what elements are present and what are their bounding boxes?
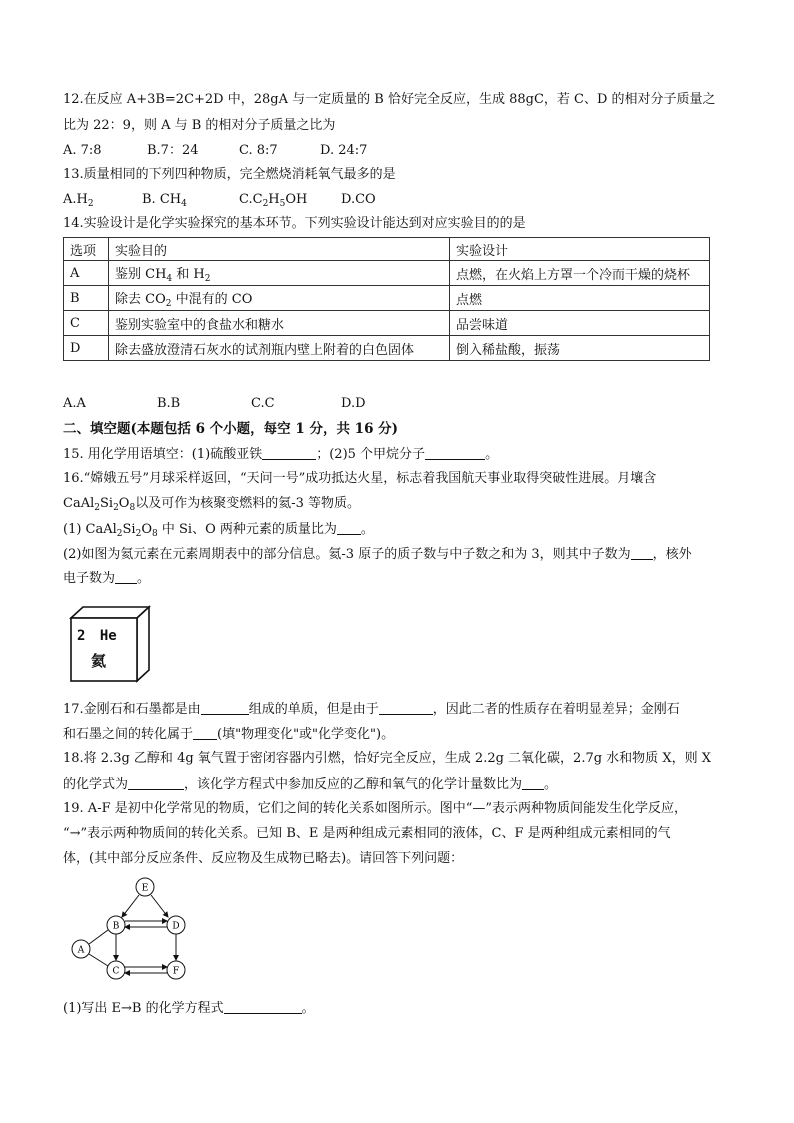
answer-blank[interactable] xyxy=(262,446,316,460)
q12-option-a: A. 7:8 xyxy=(63,143,102,158)
q12-option-d: D. 24:7 xyxy=(320,143,368,158)
table-row xyxy=(64,261,710,286)
q12-line1: 12.在反应 A+3B=2C+2D 中，28gA 与一定质量的 B 恰好完全反应，生成 88gC，若 C、D 的相对分子质量之 xyxy=(63,92,716,107)
q16-sub2-line2: 电子数为 。 xyxy=(63,571,151,586)
q19-line1: 19. A-F 是初中化学常见的物质，它们之间的转化关系如图所示。图中“—”表示两种物质间能发生化学反应， xyxy=(63,801,688,816)
q12-line2: 比为 22：9，则 A 与 B 的相对分子质量之比为 xyxy=(63,118,336,133)
svg-text:B: B xyxy=(112,921,120,932)
table-header-purpose: 实验目的 xyxy=(109,238,450,261)
q19-line3: 体，(其中部分反应条件、反应物及生成物已略去)。请回答下列问题： xyxy=(63,851,464,866)
table-cell-design: 点燃 xyxy=(450,286,710,311)
table-cell-option: B xyxy=(64,286,109,311)
table-header-design: 实验设计 xyxy=(450,238,710,261)
table-cell-purpose: 鉴别 $CH_4$ 和 $H_2$ xyxy=(109,261,450,286)
table-cell-purpose: 鉴别实验室中的食盐水和糖水 xyxy=(109,311,450,336)
svg-text:E: E xyxy=(141,883,149,894)
q15-line: 15. 用化学用语填空：(1)硫酸亚铁 ；(2)5 个甲烷分子 。 xyxy=(63,447,499,462)
node-b xyxy=(107,916,125,934)
table-row xyxy=(64,336,710,361)
svg-text:C: C xyxy=(112,966,120,977)
answer-blank[interactable] xyxy=(224,1000,302,1014)
answer-blank[interactable] xyxy=(115,570,137,584)
element-number: 2 xyxy=(77,628,86,644)
node-f xyxy=(167,961,185,979)
q13-option-d: D.CO xyxy=(341,192,376,207)
table-row xyxy=(64,311,710,336)
q14-option-c: C.C xyxy=(251,396,275,411)
q16-sub2-line1: (2)如图为氦元素在元素周期表中的部分信息。氦-3 原子的质子数与中子数之和为 3，则其中子数为 ，核外 xyxy=(63,547,692,562)
q14-experiment-table xyxy=(63,237,710,361)
table-cell-design: 倒入稀盐酸，振荡 xyxy=(450,336,710,361)
answer-blank[interactable] xyxy=(522,776,544,790)
element-name: 氦 xyxy=(91,652,107,670)
q12-option-b: B.7：24 xyxy=(147,143,199,158)
q12-option-c: C. 8:7 xyxy=(239,143,278,158)
q17-line2: 和石墨之间的转化属于 (填"物理变化"或"化学变化")。 xyxy=(63,727,395,742)
q14-option-d: D.D xyxy=(341,396,366,411)
q16-line1: 16.“嫦娥五号”月球采样返回，“天问一号”成功抵达火星，标志着我国航天事业取得突破性进展。月壤含 xyxy=(63,471,657,486)
section-heading: 二、填空题(本题包括 6 个小题，每空 1 分，共 16 分) xyxy=(63,421,399,437)
answer-blank[interactable] xyxy=(337,521,361,535)
svg-text:D: D xyxy=(172,921,180,932)
q18-line2: 的化学式为 ，该化学方程式中参加反应的乙醇和氧气的化学计量数比为 。 xyxy=(63,777,558,792)
answer-blank[interactable] xyxy=(425,446,485,460)
table-cell-purpose: 除去 $CO_2$ 中混有的 CO xyxy=(109,286,450,311)
answer-blank[interactable] xyxy=(631,546,653,560)
table-cell-design: 品尝味道 xyxy=(450,311,710,336)
answer-blank[interactable] xyxy=(193,726,217,740)
table-cell-design: 点燃，在火焰上方罩一个冷而干燥的烧杯 xyxy=(450,261,710,286)
q14-option-b: B.B xyxy=(157,396,181,411)
node-c xyxy=(107,961,125,979)
table-cell-option: D xyxy=(64,336,109,361)
q14-stem: 14.实验设计是化学实验探究的基本环节。下列实验设计能达到对应实验目的的是 xyxy=(63,216,526,231)
relation-diagram xyxy=(63,874,203,989)
q13-stem: 13.质量相同的下列四种物质，完全燃烧消耗氧气最多的是 xyxy=(63,167,396,182)
table-row xyxy=(64,286,710,311)
answer-blank[interactable] xyxy=(128,776,184,790)
table-cell-option: C xyxy=(64,311,109,336)
q14-option-a: A.A xyxy=(63,396,86,411)
q16-line2: $CaAl_2Si_2O_8$以及可作为核聚变燃料的氦-3 等物质。 xyxy=(63,496,360,513)
node-a xyxy=(72,940,90,958)
q18-line1: 18.将 2.3g 乙醇和 4g 氧气置于密闭容器内引燃，恰好完全反应，生成 2.2g 二氧化碳，2.7g 水和物质 X，则 X xyxy=(63,751,711,766)
q19-sub1: (1)写出 E→B 的化学方程式 。 xyxy=(63,1001,315,1016)
q19-line2: “→”表示两种物质间的转化关系。已知 B、E 是两种组成元素相同的液体，C、F 是两种组成元素相同的气 xyxy=(63,826,671,841)
svg-text:A: A xyxy=(77,945,85,956)
node-d xyxy=(167,916,185,934)
element-symbol: He xyxy=(99,628,117,644)
answer-blank[interactable] xyxy=(379,701,433,715)
table-header-row xyxy=(64,238,710,261)
answer-blank[interactable] xyxy=(201,701,249,715)
q16-sub1: (1) $CaAl_2Si_2O_8$ 中 Si、O 两种元素的质量比为 。 xyxy=(63,522,374,539)
table-cell-option: A xyxy=(64,261,109,286)
table-header-option: 选项 xyxy=(64,238,109,261)
svg-text:F: F xyxy=(172,966,180,977)
node-e xyxy=(136,878,154,896)
q13-option-a: $A.H_2$ xyxy=(63,192,94,209)
q17-line1: 17.金刚石和石墨都是由 组成的单质，但是由于 ，因此二者的性质存在着明显差异；金刚石 xyxy=(63,702,680,717)
q13-option-c: $C.C_2H_5OH$ xyxy=(239,192,308,209)
q13-option-b: B. $CH_4$ xyxy=(142,192,187,209)
helium-element-card xyxy=(63,604,153,684)
table-cell-purpose: 除去盛放澄清石灰水的试剂瓶内壁上附着的白色固体 xyxy=(109,336,450,361)
